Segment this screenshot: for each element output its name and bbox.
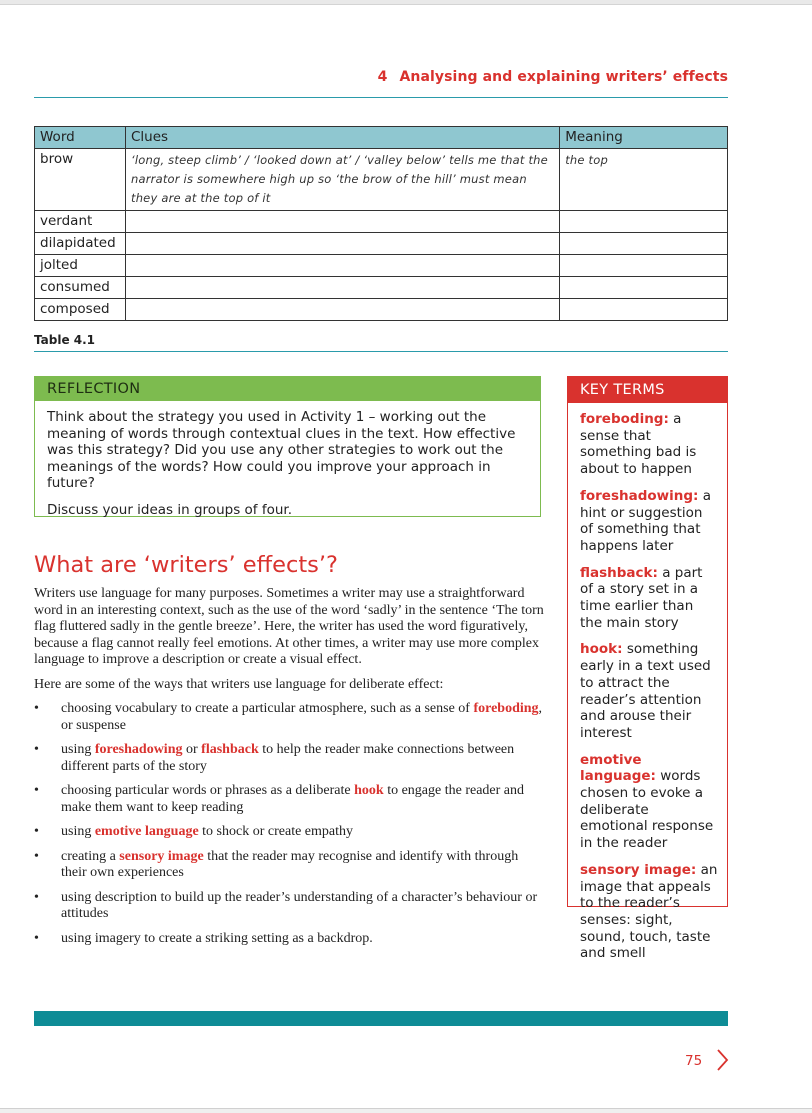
header-divider [34, 97, 728, 98]
list-item-text: creating a [61, 848, 120, 864]
body-paragraph: Here are some of the ways that writers use language for deliberate effect: [34, 676, 444, 692]
reflection-box [34, 376, 541, 517]
key-term-link[interactable]: foreshadowing [94, 742, 183, 757]
reflection-title: REFLECTION [35, 377, 540, 401]
body-paragraph: Writers use language for many purposes. Sometimes a writer may use a straightforward word in an interesting context, such as the use of the word ‘sadly’ in the sentence ‘The torn flag fluttered sadly in the gentle breeze’. Here, the writer has used the word figuratively, because a flag cannot really feel emotions. At other times, a writer may use more complex language to improve a description or create a visual effect. [34, 586, 544, 667]
reflection-body [35, 401, 540, 518]
table-caption: Table 4.1 [34, 333, 96, 347]
column-header-meaning: Meaning [560, 127, 728, 149]
word-cell: consumed [35, 277, 126, 299]
column-header-clues: Clues [125, 127, 559, 149]
table-row [35, 299, 728, 321]
list-item [34, 783, 546, 816]
reflection-paragraph: Discuss your ideas in groups of four. [47, 501, 292, 518]
section-heading: What are ‘writers’ effects’? [34, 552, 339, 578]
meaning-cell[interactable] [560, 277, 728, 299]
chapter-number: 4 [377, 69, 388, 85]
effects-list [34, 701, 546, 947]
meaning-cell: the top [560, 149, 728, 211]
chapter-header [378, 69, 728, 85]
key-term-sensory-image [580, 862, 719, 962]
table-row [35, 277, 728, 299]
reflection-paragraph: Think about the strategy you used in Activity 1 – working out the meaning of words through contextual clues in the text. How effective was this strategy? Did you use any other strategies to work out the meanings of the words? How could you improve your approach in future? [47, 409, 516, 491]
caption-divider [34, 351, 728, 352]
page-top-edge [0, 0, 812, 5]
key-terms-title: KEY TERMS [568, 377, 727, 403]
key-terms-list [568, 403, 727, 962]
meaning-cell[interactable] [560, 299, 728, 321]
key-term-definition: a sense that something bad is about to happen [580, 411, 697, 478]
table-row [35, 149, 728, 211]
list-item [34, 849, 546, 882]
word-cell: brow [35, 149, 126, 211]
list-item-text: using imagery to create a striking setting as a backdrop. [61, 930, 373, 946]
table-row [35, 233, 728, 255]
list-item [34, 742, 546, 775]
key-term-label: foreshadowing: [580, 487, 699, 504]
key-term-link[interactable]: foreboding [473, 701, 539, 716]
chapter-title: Analysing and explaining writers’ effects [399, 69, 728, 85]
key-term-label: foreboding: [580, 411, 669, 427]
list-item-text: to engage the reader and make them want to keep reading [61, 783, 525, 815]
key-term-link[interactable]: sensory image [119, 848, 204, 864]
list-item-text: that the reader may recognise and identify with through their own experiences [61, 848, 519, 880]
list-item-text: using [61, 742, 95, 757]
footer-bar [34, 1011, 728, 1026]
clues-cell[interactable] [125, 255, 559, 277]
list-item-text: choosing particular words or phrases as a deliberate [61, 783, 355, 798]
clues-cell[interactable] [125, 211, 559, 233]
clues-cell[interactable] [125, 299, 559, 321]
key-term-definition: a part of a story set in a time earlier than the main story [580, 564, 703, 631]
list-item [34, 824, 546, 841]
list-item [34, 701, 546, 734]
key-term-link[interactable]: hook [354, 783, 384, 798]
key-term-label: flashback: [580, 564, 658, 581]
list-item-text: using [61, 824, 95, 839]
page-bottom-edge [0, 1108, 812, 1113]
list-item [34, 931, 546, 948]
list-item-text: , or suspense [61, 701, 543, 733]
clues-cell[interactable] [125, 277, 559, 299]
word-cell: verdant [35, 211, 126, 233]
chevron-right-icon[interactable] [714, 1047, 730, 1073]
meaning-cell[interactable] [560, 255, 728, 277]
key-term-emotive-language [580, 752, 719, 852]
word-cell: dilapidated [35, 233, 126, 255]
key-term-definition: something early in a text used to attract the reader’s attention and arouse their interest [580, 641, 711, 741]
word-cell: jolted [35, 255, 126, 277]
word-cell: composed [35, 299, 126, 321]
key-term-flashback [580, 565, 719, 632]
body-text [34, 586, 546, 955]
list-item-text: or [182, 742, 202, 757]
meaning-cell[interactable] [560, 233, 728, 255]
clues-cell[interactable] [125, 233, 559, 255]
column-header-word: Word [35, 127, 126, 149]
list-item [34, 890, 546, 923]
list-item-text: to help the reader make connections between different parts of the story [61, 742, 515, 774]
clues-cell: ‘long, steep climb’ / ‘looked down at’ / ‘valley below’ tells me that the narrator is somewhere high up so ‘the brow of the hill’ must mean they are at the top of it [125, 149, 559, 211]
list-item-text: choosing vocabulary to create a particular atmosphere, such as a sense of [61, 701, 474, 716]
key-term-foreshadowing [580, 488, 719, 555]
key-term-foreboding [580, 411, 719, 478]
page-number: 75 [685, 1053, 703, 1069]
key-term-hook [580, 641, 719, 741]
key-term-link[interactable]: emotive language [94, 824, 199, 839]
table-row [35, 255, 728, 277]
key-term-definition: a hint or suggestion of something that happens later [580, 487, 712, 554]
key-term-link[interactable]: flashback [201, 742, 259, 757]
table-header-row [35, 127, 728, 149]
key-term-definition: words chosen to evoke a deliberate emotional response in the reader [580, 768, 714, 852]
list-item-text: using description to build up the reader’s understanding of a character’s behaviour or attitudes [61, 889, 538, 921]
table-row [35, 211, 728, 233]
key-term-definition: an image that appeals to the reader’s senses: sight, sound, touch, taste and smell [580, 861, 718, 962]
key-terms-box [567, 376, 728, 962]
vocab-table [34, 126, 728, 321]
meaning-cell[interactable] [560, 211, 728, 233]
key-term-label: sensory image: [580, 861, 697, 878]
key-term-label: emotive language: [580, 751, 656, 785]
list-item-text: to shock or create empathy [198, 824, 353, 839]
key-term-label: hook: [580, 641, 623, 658]
